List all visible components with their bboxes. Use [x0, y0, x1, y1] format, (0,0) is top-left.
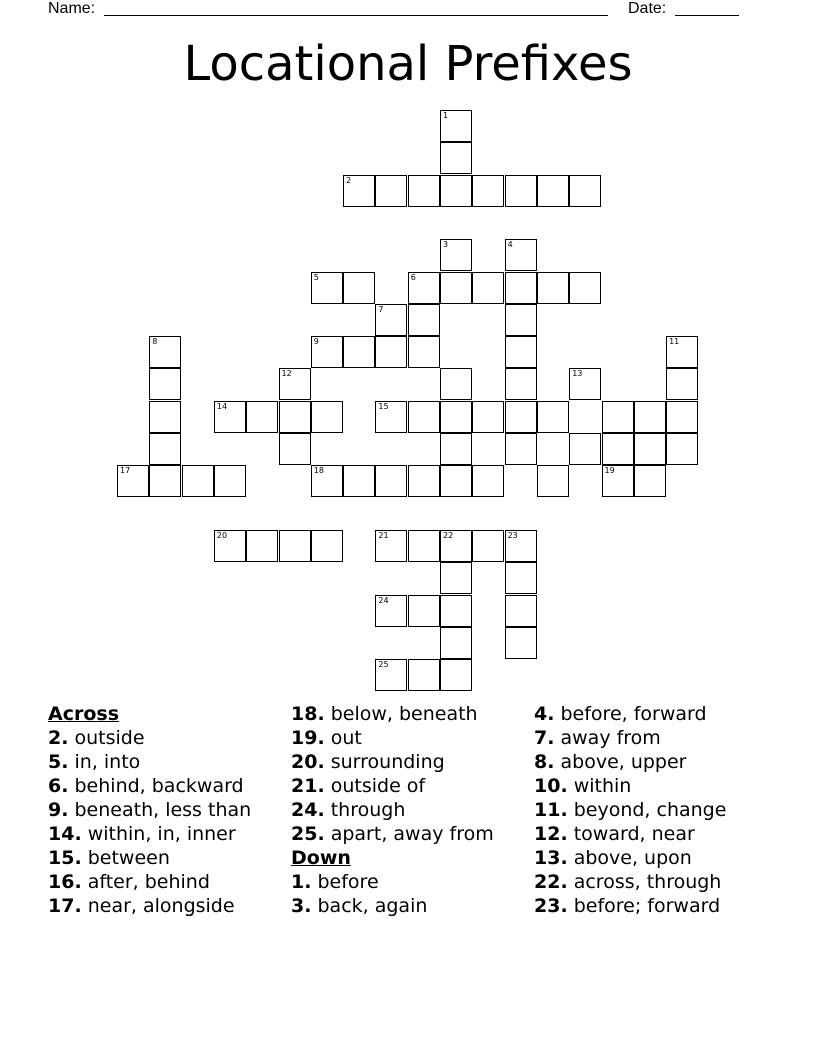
clue-number: 4 — [507, 240, 513, 250]
grid-cell[interactable] — [569, 175, 601, 207]
grid-cell[interactable] — [634, 401, 666, 433]
date-line[interactable] — [675, 15, 739, 16]
clue-item — [534, 822, 794, 846]
clue-item-number: 20. — [291, 751, 325, 773]
clue-number: 12 — [281, 369, 292, 379]
clue-item — [291, 894, 526, 918]
grid-cell[interactable] — [311, 272, 343, 304]
clue-item-number: 8. — [534, 751, 555, 773]
grid-cell[interactable] — [505, 368, 537, 400]
grid-cell[interactable] — [440, 110, 472, 142]
grid-cell[interactable] — [666, 433, 698, 465]
clue-column-1 — [48, 702, 278, 918]
clue-number: 20 — [216, 530, 228, 540]
grid-cell[interactable] — [505, 433, 537, 465]
grid-cell[interactable] — [505, 562, 537, 594]
clue-number: 7 — [378, 304, 384, 314]
grid-cell[interactable] — [569, 368, 601, 400]
clue-item — [291, 774, 526, 798]
clue-item-number: 23. — [534, 895, 568, 917]
clue-item-number: 10. — [534, 775, 568, 797]
grid-cell[interactable] — [149, 401, 181, 433]
clue-column-2 — [291, 702, 526, 918]
clue-item — [48, 846, 278, 870]
grid-cell[interactable] — [440, 272, 472, 304]
name-line[interactable] — [104, 15, 608, 16]
clue-item-text: within, in, inner — [81, 823, 236, 845]
grid-cell[interactable] — [634, 465, 666, 497]
grid-cell[interactable] — [440, 627, 472, 659]
clue-item — [534, 798, 794, 822]
clue-number: 19 — [604, 466, 615, 476]
grid-cell[interactable] — [375, 530, 407, 562]
grid-cell[interactable] — [408, 595, 440, 627]
clue-item-text: before; forward — [567, 895, 721, 917]
clue-item-number: 12. — [534, 823, 568, 845]
clue-item-number: 1. — [291, 871, 312, 893]
clue-item-number: 17. — [48, 895, 82, 917]
clue-item-text: apart, away from — [324, 823, 494, 845]
clue-item-text: beneath, less than — [68, 799, 252, 821]
grid-cell[interactable] — [408, 272, 440, 304]
grid-cell[interactable] — [602, 465, 634, 497]
clue-item — [48, 726, 278, 750]
header — [48, 0, 748, 20]
grid-cell[interactable] — [214, 401, 246, 433]
clue-item-text: out — [324, 727, 362, 749]
grid-cell[interactable] — [408, 175, 440, 207]
grid-cell[interactable] — [214, 465, 246, 497]
grid-cell[interactable] — [440, 142, 472, 174]
clue-item-text: above, upon — [567, 847, 692, 869]
clue-item-text: within — [567, 775, 632, 797]
clue-item-text: outside — [68, 727, 145, 749]
grid-cell[interactable] — [182, 465, 214, 497]
clue-item — [534, 846, 794, 870]
grid-cell[interactable] — [149, 433, 181, 465]
clue-number: 15 — [378, 401, 389, 411]
clue-number: 24 — [378, 595, 389, 605]
grid-cell[interactable] — [440, 368, 472, 400]
grid-cell[interactable] — [602, 433, 634, 465]
grid-cell[interactable] — [343, 465, 375, 497]
grid-cell[interactable] — [440, 239, 472, 271]
clue-item-number: 15. — [48, 847, 82, 869]
grid-cell[interactable] — [472, 530, 504, 562]
grid-cell[interactable] — [505, 175, 537, 207]
clue-item-text: behind, backward — [68, 775, 244, 797]
clue-item-number: 19. — [291, 727, 325, 749]
clue-item — [534, 870, 794, 894]
grid-cell[interactable] — [408, 465, 440, 497]
grid-cell[interactable] — [505, 304, 537, 336]
clue-item-text: before — [311, 871, 379, 893]
grid-cell[interactable] — [408, 304, 440, 336]
grid-cell[interactable] — [537, 272, 569, 304]
grid-cell[interactable] — [408, 336, 440, 368]
clue-item-number: 18. — [291, 703, 325, 725]
clue-number: 5 — [313, 272, 319, 282]
grid-cell[interactable] — [408, 401, 440, 433]
clue-item — [291, 798, 526, 822]
grid-cell[interactable] — [472, 401, 504, 433]
grid-cell[interactable] — [117, 465, 149, 497]
clue-column-3 — [534, 702, 794, 918]
clue-number: 25 — [378, 660, 389, 670]
clue-item-text: away from — [554, 727, 661, 749]
grid-cell[interactable] — [408, 530, 440, 562]
grid-cell[interactable] — [440, 562, 472, 594]
grid-cell[interactable] — [279, 530, 311, 562]
clue-item — [48, 894, 278, 918]
clue-number: 6 — [410, 272, 416, 282]
clue-item-text: across, through — [567, 871, 722, 893]
clue-item-number: 24. — [291, 799, 325, 821]
grid-cell[interactable] — [375, 175, 407, 207]
clue-number: 21 — [378, 530, 389, 540]
clue-item-text: surrounding — [324, 751, 445, 773]
date-label: Date: — [628, 0, 667, 17]
clue-item — [48, 750, 278, 774]
clue-number: 1 — [443, 111, 449, 120]
grid-cell[interactable] — [602, 401, 634, 433]
grid-cell[interactable] — [311, 401, 343, 433]
grid-cell[interactable] — [569, 272, 601, 304]
clue-number: 11 — [669, 337, 680, 347]
clue-item — [48, 798, 278, 822]
grid-cell[interactable] — [343, 175, 375, 207]
clue-item-text: outside of — [324, 775, 426, 797]
grid-cell[interactable] — [472, 465, 504, 497]
grid-cell[interactable] — [537, 465, 569, 497]
grid-cell[interactable] — [311, 336, 343, 368]
clue-number: 2 — [346, 175, 352, 185]
clue-item-number: 25. — [291, 823, 325, 845]
clue-item-text: after, behind — [81, 871, 210, 893]
grid-cell[interactable] — [149, 368, 181, 400]
clue-number: 17 — [120, 466, 131, 476]
grid-cell[interactable] — [440, 530, 472, 562]
grid-cell[interactable] — [149, 465, 181, 497]
clue-item-text: in, into — [68, 751, 141, 773]
grid-cell[interactable] — [505, 272, 537, 304]
clue-item — [291, 726, 526, 750]
clue-item-number: 11. — [534, 799, 568, 821]
grid-cell[interactable] — [375, 336, 407, 368]
grid-cell[interactable] — [440, 595, 472, 627]
grid-cell[interactable] — [311, 530, 343, 562]
clue-item — [534, 750, 794, 774]
grid-cell[interactable] — [279, 433, 311, 465]
grid-cell[interactable] — [149, 336, 181, 368]
clue-item — [534, 702, 794, 726]
clue-number: 23 — [507, 530, 518, 540]
clue-item-text: toward, near — [567, 823, 695, 845]
clue-item-number: 21. — [291, 775, 325, 797]
clue-item — [534, 894, 794, 918]
clue-number: 13 — [572, 369, 583, 379]
grid-cell[interactable] — [440, 175, 472, 207]
grid-cell[interactable] — [375, 401, 407, 433]
grid-cell[interactable] — [279, 401, 311, 433]
clue-item — [534, 726, 794, 750]
grid-cell[interactable] — [440, 433, 472, 465]
clue-number: 14 — [216, 401, 228, 411]
grid-cell[interactable] — [311, 465, 343, 497]
clue-item — [291, 702, 526, 726]
clue-number: 22 — [443, 530, 454, 540]
clue-item-text: beyond, change — [567, 799, 727, 821]
clue-item-text: before, forward — [554, 703, 707, 725]
clue-number: 9 — [313, 337, 319, 347]
clue-item-text: through — [324, 799, 406, 821]
clue-item-number: 7. — [534, 727, 555, 749]
grid-cell[interactable] — [666, 336, 698, 368]
grid-cell[interactable] — [505, 627, 537, 659]
clue-item — [534, 774, 794, 798]
clue-section-heading: Down — [291, 847, 351, 869]
grid-cell[interactable] — [279, 368, 311, 400]
page-title: Locational Prefixes — [183, 36, 633, 92]
clue-item-number: 3. — [291, 895, 312, 917]
clue-section-heading: Across — [48, 703, 120, 725]
grid-cell[interactable] — [246, 530, 278, 562]
clue-item — [291, 870, 526, 894]
grid-cell[interactable] — [408, 659, 440, 691]
grid-cell[interactable] — [505, 239, 537, 271]
clue-item-number: 22. — [534, 871, 568, 893]
grid-cell[interactable] — [505, 595, 537, 627]
clue-item-number: 6. — [48, 775, 69, 797]
grid-cell[interactable] — [375, 659, 407, 691]
clue-item-text: near, alongside — [81, 895, 235, 917]
clue-item-number: 14. — [48, 823, 82, 845]
name-label: Name: — [48, 0, 96, 17]
grid-cell[interactable] — [246, 401, 278, 433]
grid-cell[interactable] — [343, 272, 375, 304]
clue-item-number: 4. — [534, 703, 555, 725]
grid-cell[interactable] — [440, 401, 472, 433]
clue-item — [48, 870, 278, 894]
grid-cell[interactable] — [634, 433, 666, 465]
clue-item-text: back, again — [311, 895, 428, 917]
clue-number: 3 — [443, 240, 449, 250]
grid-cell[interactable] — [569, 433, 601, 465]
clue-item-number: 5. — [48, 751, 69, 773]
grid-cell[interactable] — [343, 336, 375, 368]
grid-cell[interactable] — [537, 401, 569, 433]
clue-item-number: 2. — [48, 727, 69, 749]
grid-cell[interactable] — [440, 465, 472, 497]
clue-item-number: 13. — [534, 847, 568, 869]
grid-cell[interactable] — [375, 465, 407, 497]
clue-item — [291, 822, 526, 846]
clue-item — [48, 822, 278, 846]
grid-cell[interactable] — [666, 368, 698, 400]
grid-cell[interactable] — [472, 272, 504, 304]
grid-cell[interactable] — [666, 401, 698, 433]
clue-item — [291, 750, 526, 774]
grid-cell[interactable] — [375, 304, 407, 336]
clue-item-text: below, beneath — [324, 703, 478, 725]
clue-item — [48, 774, 278, 798]
grid-cell[interactable] — [505, 401, 537, 433]
clue-number: 8 — [152, 337, 158, 347]
grid-cell[interactable] — [505, 530, 537, 562]
grid-cell[interactable] — [537, 175, 569, 207]
grid-cell[interactable] — [472, 175, 504, 207]
clue-item-number: 16. — [48, 871, 82, 893]
clue-number: 18 — [313, 466, 324, 476]
clue-item-number: 9. — [48, 799, 69, 821]
clue-item-text: between — [81, 847, 170, 869]
grid-cell[interactable] — [214, 530, 246, 562]
clue-item-text: above, upper — [554, 751, 687, 773]
grid-cell[interactable] — [440, 659, 472, 691]
grid-cell[interactable] — [375, 595, 407, 627]
grid-cell[interactable] — [505, 336, 537, 368]
